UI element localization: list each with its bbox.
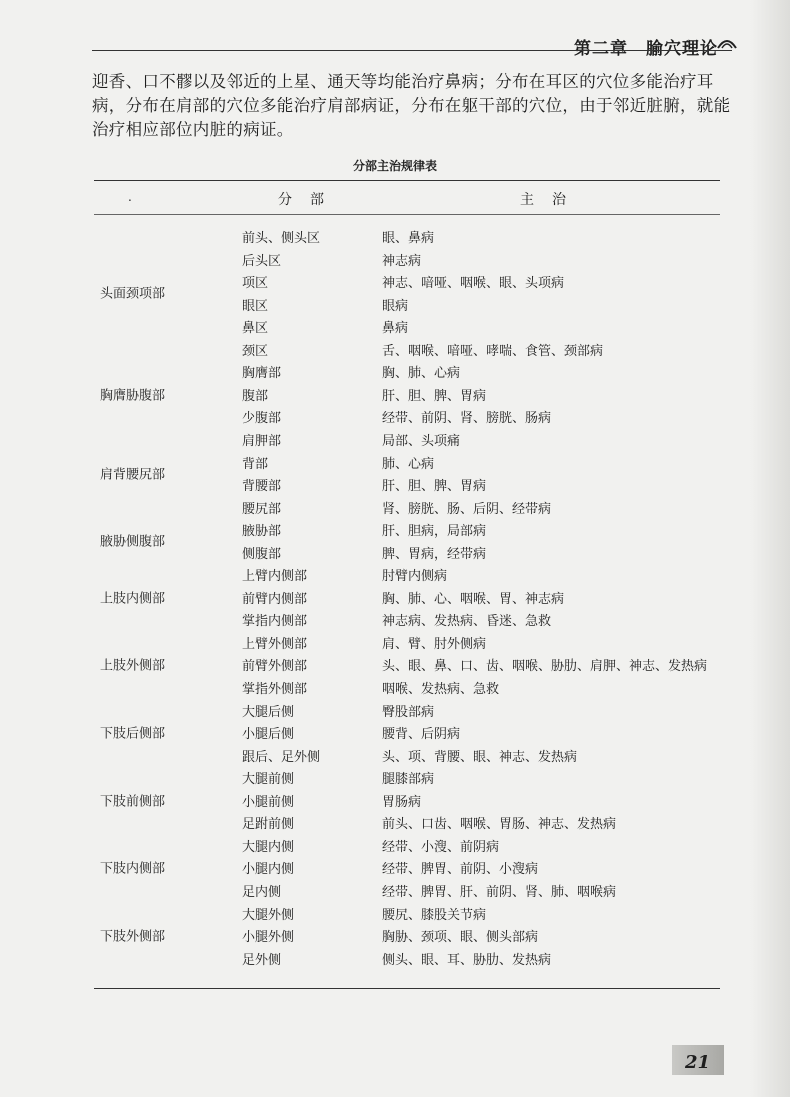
table-indication-cell: 神志、喑哑、咽喉、眼、头项病 [382,276,565,292]
table-region-cell: 大腿外侧 [242,907,295,923]
table-region-cell: 腰尻部 [242,501,282,517]
table-region-cell: 眼区 [242,298,269,314]
table-indication-cell: 胸胁、颈项、眼、侧头部病 [382,930,539,946]
table-indication-cell: 臀股部病 [382,704,435,720]
table-title: 分部主治规律表 [352,159,437,173]
table-indication-cell: 肝、胆、脾、胃病 [382,388,487,404]
table-indication-cell: 眼、鼻病 [382,231,435,246]
table-region-cell: 掌指内侧部 [242,614,308,630]
table-region-cell: 掌指外侧部 [242,682,308,697]
table-region-cell: 小腿前侧 [242,794,295,810]
table-region-cell: 大腿前侧 [242,772,295,788]
table-region-cell: 腋胁部 [242,524,282,540]
table-group-label: 胸膺胁腹部 [100,388,166,404]
table-region-cell: 足跗前侧 [242,817,295,833]
page-number: 21 [685,1052,711,1073]
table-region-cell: 小腿内侧 [242,862,295,878]
table-indication-cell: 眼病 [382,298,409,314]
chapter-ornament-icon [716,34,738,50]
table-indication-cell: 腿膝部病 [382,772,435,788]
table-region-cell: 大腿后侧 [242,704,295,720]
table-indication-cell: 神志病 [382,253,422,269]
table-indication-cell: 腰尻、膝股关节病 [382,907,487,923]
table-indication-cell: 肾、膀胱、肠、后阴、经带病 [382,501,552,517]
table-group-label: 上肢内侧部 [100,591,166,607]
table-head-rule [94,214,720,215]
table-region-cell: 侧腹部 [242,546,282,562]
table-head-indications: 主治 [520,192,584,208]
chapter-header: 第二章 腧穴理论 [574,39,718,59]
table-bottom-rule [94,988,720,989]
table-region-cell: 项区 [242,276,269,292]
table-head-region: 分部 [278,192,342,208]
table-indication-cell: 舌、咽喉、喑哑、哮喘、食管、颈部病 [382,343,604,359]
table-group-label: 下肢外侧部 [100,929,166,945]
table-region-cell: 背腰部 [242,479,282,495]
table-region-cell: 腹部 [242,388,269,404]
table-region-cell: 鼻区 [242,321,269,337]
table-region-cell: 大腿内侧 [242,839,295,855]
table-indication-cell: 神志病、发热病、昏迷、急救 [382,614,552,630]
intro-paragraph [92,70,732,142]
table-top-rule [94,180,720,181]
table-indication-cell: 肝、胆、脾、胃病 [382,479,487,495]
table-indication-cell: 胃肠病 [382,794,422,810]
table-group-label: 肩背腰尻部 [100,467,166,483]
table-region-cell: 胸膺部 [242,366,282,382]
table-group-label: 下肢前侧部 [100,794,166,810]
table-indication-cell: 肩、臂、肘外侧病 [382,636,487,652]
table-region-cell: 前臂外侧部 [242,659,308,675]
table-indication-cell: 肘臂内侧病 [382,569,448,585]
table-region-cell: 足外侧 [242,952,282,968]
table-region-cell: 背部 [242,456,269,472]
table-indication-cell: 经带、小溲、前阴病 [382,839,500,855]
table-region-cell: 上臂外侧部 [242,636,308,652]
table-region-cell: 前臂内侧部 [242,591,308,607]
table-indication-cell: 肝、胆病，局部病 [382,524,487,540]
table-region-cell: 前头、侧头区 [242,231,321,246]
table-region-cell: 肩胛部 [242,433,282,449]
table-group-label: 下肢内侧部 [100,861,166,877]
table-region-cell: 跟后、足外侧 [242,749,321,765]
table-indication-cell: 侧头、眼、耳、胁肋、发热病 [382,952,552,968]
table-indication-cell: 胸、肺、心、咽喉、胃、神志病 [382,591,565,607]
table-group-label: 腋胁侧腹部 [100,534,166,550]
table-region-cell: 上臂内侧部 [242,569,308,585]
table-indication-cell: 胸、肺、心病 [382,366,461,382]
table-indication-cell: 头、项、背腰、眼、神志、发热病 [382,749,578,765]
table-region-cell: 小腿外侧 [242,930,295,946]
table-group-label: 头面颈项部 [100,286,166,302]
table-indication-cell: 局部、头项痛 [382,433,461,449]
table-indication-cell: 前头、口齿、咽喉、胃肠、神志、发热病 [382,817,617,833]
table-group-label: 上肢外侧部 [100,658,166,674]
table-region-cell: 小腿后侧 [242,727,295,743]
table-indication-cell: 肺、心病 [382,456,435,472]
table-head-dot: . [128,190,132,204]
table-indication-cell: 经带、前阴、肾、膀胱、肠病 [382,411,552,427]
table-region-cell: 少腹部 [242,411,282,427]
table-indication-cell: 咽喉、发热病、急救 [382,682,500,697]
table-indication-cell: 鼻病 [382,321,409,337]
table-region-cell: 足内侧 [242,884,282,900]
table-indication-cell: 腰背、后阴病 [382,727,461,743]
table-indication-cell: 经带、脾胃、肝、前阴、肾、肺、咽喉病 [382,884,617,900]
table-group-label: 下肢后侧部 [100,726,166,742]
table-indication-cell: 经带、脾胃、前阴、小溲病 [382,862,539,878]
intro-text: 迎香、口不髎以及邻近的上星、通天等均能治疗鼻病；分布在耳区的穴位多能治疗耳病，分布在肩部的穴位多能治疗肩部病证，分布在躯干部的穴位，由于邻近脏腑，就能治疗相应部位内脏的病证。 [92,72,731,139]
table-indication-cell: 头、眼、鼻、口、齿、咽喉、胁肋、肩胛、神志、发热病 [382,659,708,675]
table-indication-cell: 脾、胃病，经带病 [382,546,487,562]
table-region-cell: 后头区 [242,253,282,269]
header-rule [92,50,732,51]
table-region-cell: 颈区 [242,343,269,359]
